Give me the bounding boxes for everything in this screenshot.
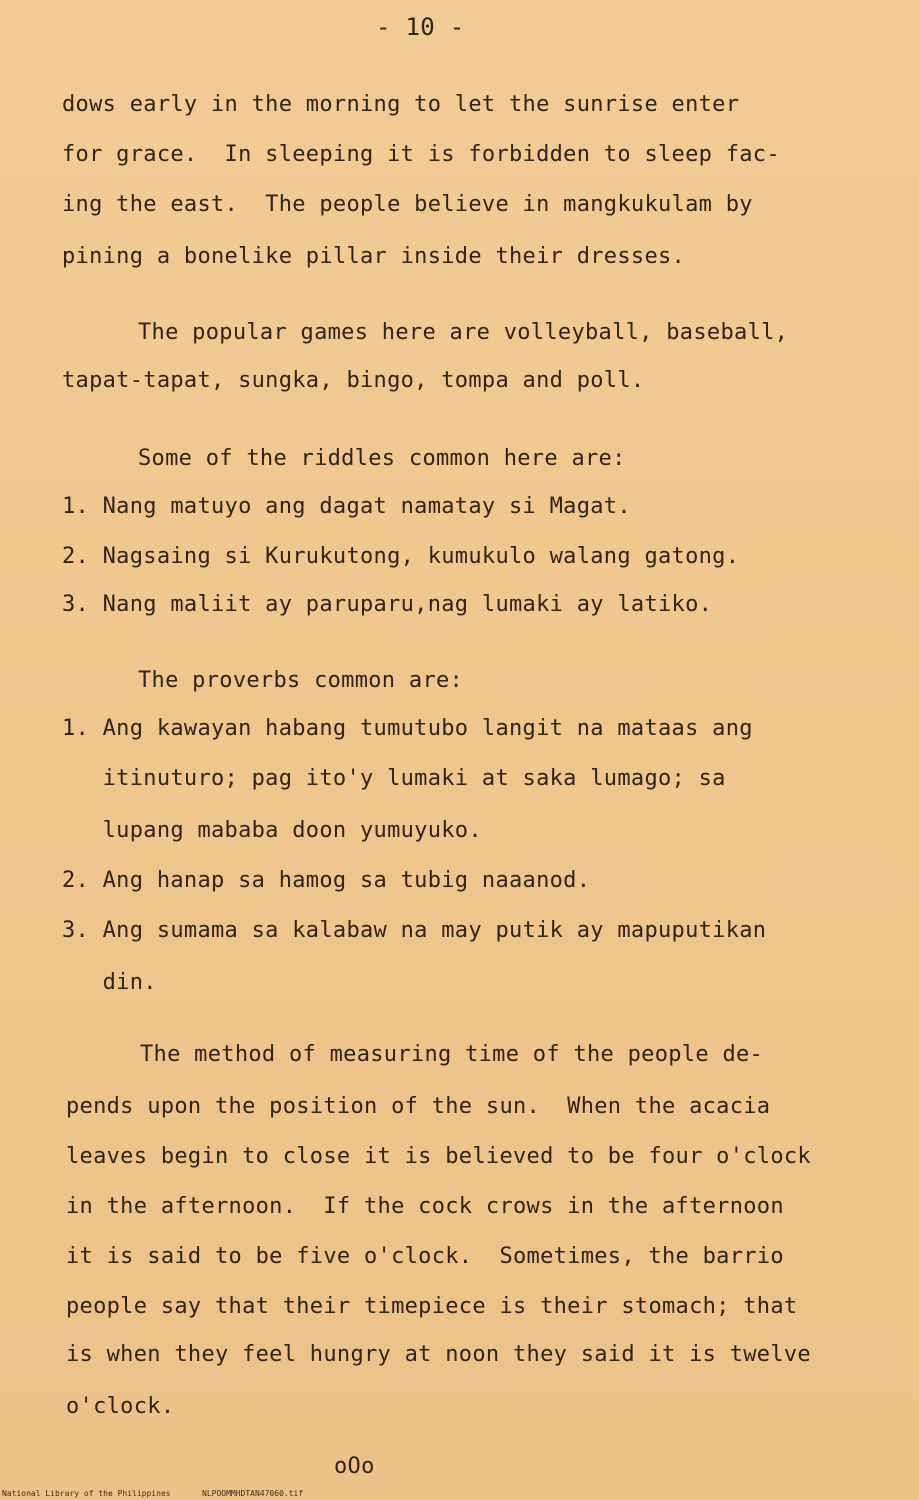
proverb-2: 2. Ang hanap sa hamog sa tubig naaanod. (62, 868, 591, 893)
footer-library: National Library of the Philippines (2, 1489, 171, 1498)
paragraph-3-line-6: people say that their timepiece is their stomach; that (66, 1294, 798, 1319)
paragraph-1-line-2: for grace. In sleeping it is forbidden to sleep fac- (62, 142, 780, 167)
riddle-1: 1. Nang matuyo ang dagat namatay si Magat. (62, 494, 631, 519)
footer-file-id: NLPOOMMHDTAN47060.tif (202, 1489, 304, 1498)
paragraph-3-line-5: it is said to be five o'clock. Sometimes, the barrio (66, 1244, 784, 1269)
riddle-3: 3. Nang maliit ay paruparu,nag lumaki ay latiko. (62, 592, 713, 617)
paragraph-1-line-3: ing the east. The people believe in mangkukulam by (62, 192, 753, 217)
paragraph-3-line-1: The method of measuring time of the people de- (140, 1042, 764, 1067)
proverb-1-line-1: 1. Ang kawayan habang tumutubo langit na mataas ang (62, 716, 753, 741)
riddle-2: 2. Nagsaing si Kurukutong, kumukulo walang gatong. (62, 544, 740, 569)
paragraph-1-line-1: dows early in the morning to let the sunrise enter (62, 92, 740, 117)
proverbs-intro: The proverbs common are: (138, 668, 464, 693)
paragraph-1-line-4: pining a bonelike pillar inside their dresses. (62, 244, 686, 269)
proverb-1-line-3: lupang mababa doon yumuyuko. (62, 818, 482, 843)
end-mark: oOo (334, 1454, 375, 1479)
paragraph-3-line-7: is when they feel hungry at noon they said it is twelve (66, 1342, 811, 1367)
proverb-3-line-2: din. (62, 970, 157, 995)
riddles-intro: Some of the riddles common here are: (138, 446, 626, 471)
paragraph-3-line-3: leaves begin to close it is believed to be four o'clock (66, 1144, 811, 1169)
paragraph-3-line-4: in the afternoon. If the cock crows in the afternoon (66, 1194, 784, 1219)
paragraph-2-line-2: tapat-tapat, sungka, bingo, tompa and poll. (62, 368, 645, 393)
page-number: - 10 - (376, 13, 465, 41)
proverb-1-line-2: itinuturo; pag ito'y lumaki at saka lumago; sa (62, 766, 726, 791)
paragraph-3-line-8: o'clock. (66, 1394, 175, 1419)
paragraph-2-line-1: The popular games here are volleyball, baseball, (138, 320, 789, 345)
paragraph-3-line-2: pends upon the position of the sun. When the acacia (66, 1094, 771, 1119)
proverb-3-line-1: 3. Ang sumama sa kalabaw na may putik ay mapuputikan (62, 918, 767, 943)
